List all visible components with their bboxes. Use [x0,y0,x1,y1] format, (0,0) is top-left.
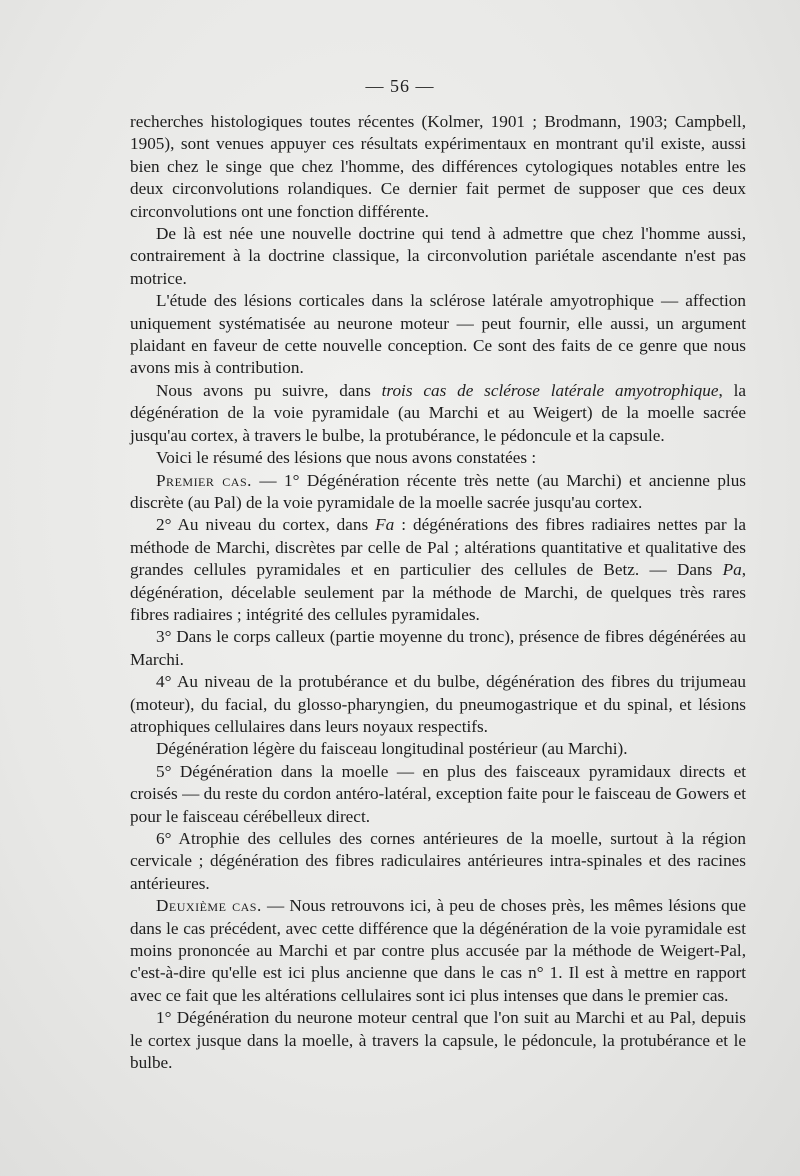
paragraph-item-2 [130,514,746,626]
heading-premier-cas: Premier cas. [156,470,252,490]
paragraph-premier-cas [130,470,746,515]
paragraph-item-6: 6° Atrophie des cellules des cornes antérieures de la moelle, surtout à la région cervicale ; dégénération des fibres radiculaires antérieures intra-spinales et des racines antérieures. [130,829,746,893]
paragraph-item-4: 4° Au niveau de la protubérance et du bulbe, dégénération des fibres du trijumeau (moteur), du facial, du glosso-pharyngien, du pneumogastrique et du spinal, et lésions atrophiques cellulaires dans leurs noyaux respectifs. [130,672,746,736]
paragraph-4-start: Nous avons pu suivre, dans [156,380,382,400]
paragraph-3: L'étude des lésions corticales dans la sclérose latérale amyotrophique — affection uniquement systématisée au neurone moteur — peut fournir, elle aussi, un argument plaidant en faveur de cette nouvelle conception. Ce sont des faits de ce genre que nous avons mis à contribution. [130,291,746,378]
italic-fa: Fa [375,515,395,535]
paragraph-1: recherches histologiques toutes récentes (Kolmer, 1901 ; Brodmann, 1903; Campbell, 1905), sont venues appuyer ces résultats expérimentaux en montrant qu'il existe, aussi bien chez le singe que chez l'homme, des différences cytologiques notables entre les deux circonvolutions rolandiques. Ce dernier fait permet de supposer que ces deux circonvolutions ont une fonction différente. [130,112,746,221]
paragraph-deuxieme-cas [130,895,746,1007]
italic-pa: Pa [722,560,742,580]
paragraph-item-3: 3° Dans le corps calleux (partie moyenne du tronc), présence de fibres dégénérées au Marchi. [130,627,746,669]
heading-deuxieme-cas: Deuxième cas. [156,896,262,916]
paragraph-2: De là est née une nouvelle doctrine qui tend à admettre que chez l'homme aussi, contrairement à la doctrine classique, la circonvolution pariétale ascendante n'est pas motrice. [130,224,746,288]
paragraph-5: Voici le résumé des lésions que nous avons constatées : [156,448,537,468]
paragraph-deuxieme-cas-text: — Nous retrouvons ici, à peu de choses près, les mêmes lésions que dans le cas précédent, avec cette différence que la dégénération de la voie pyramidale est moins prononcée au Marchi et par contre plus accusée par la méthode de Weigert-Pal, c'est-à-dire qu'elle est ici plus ancienne que dans le cas n° 1. Il est à mettre en rapport avec ce fait que les altérations cellulaires sont ici plus intenses que dans le premier cas. [130,896,747,1005]
paragraph-premier-cas-text: — 1° Dégénération récente très nette (au Marchi) et ancienne plus discrète (au Pal) de la voie pyramidale de la moelle sacrée jusqu'au cortex. [130,470,746,512]
body-text [130,111,746,1074]
item-2-middle: : dégénérations des fibres radiaires nettes par la méthode de Marchi, discrètes par celle de Pal ; altérations quantitative et qualitative des grandes cellules pyramidales et en particulier des cellules de Betz. — Dans [130,515,746,580]
paragraph-4 [130,380,746,447]
paragraph-4-end: , la dégénération de la voie pyramidale (au Marchi et au Weigert) de la moelle sacrée jusqu'au cortex, à travers le bulbe, la protubérance, le pédoncule et la capsule. [130,380,747,445]
page-number: — 56 — [365,76,435,96]
item-2-start: 2° Au niveau du cortex, dans [156,515,376,535]
italic-case-title: trois cas de sclérose latérale amyotrophique [381,380,719,400]
paragraph-item-5: 5° Dégénération dans la moelle — en plus des faisceaux pyramidaux directs et croisés — du reste du cordon antéro-latéral, exception faite pour le faisceau de Gowers et pour le faisceau cérébelleux direct. [130,761,746,826]
item-2-end: , dégénération, décelable seulement par la méthode de Marchi, de quelques très rares fibres radiaires ; intégrité des cellules pyramidales. [130,560,746,624]
paragraph-item-4b: Dégénération légère du faisceau longitudinal postérieur (au Marchi). [156,739,628,759]
paragraph-deuxieme-item-1: 1° Dégénération du neurone moteur central que l'on suit au Marchi et au Pal, depuis le cortex jusque dans la moelle, à travers la capsule, le pédoncule, la protubérance et le bulbe. [130,1008,746,1073]
